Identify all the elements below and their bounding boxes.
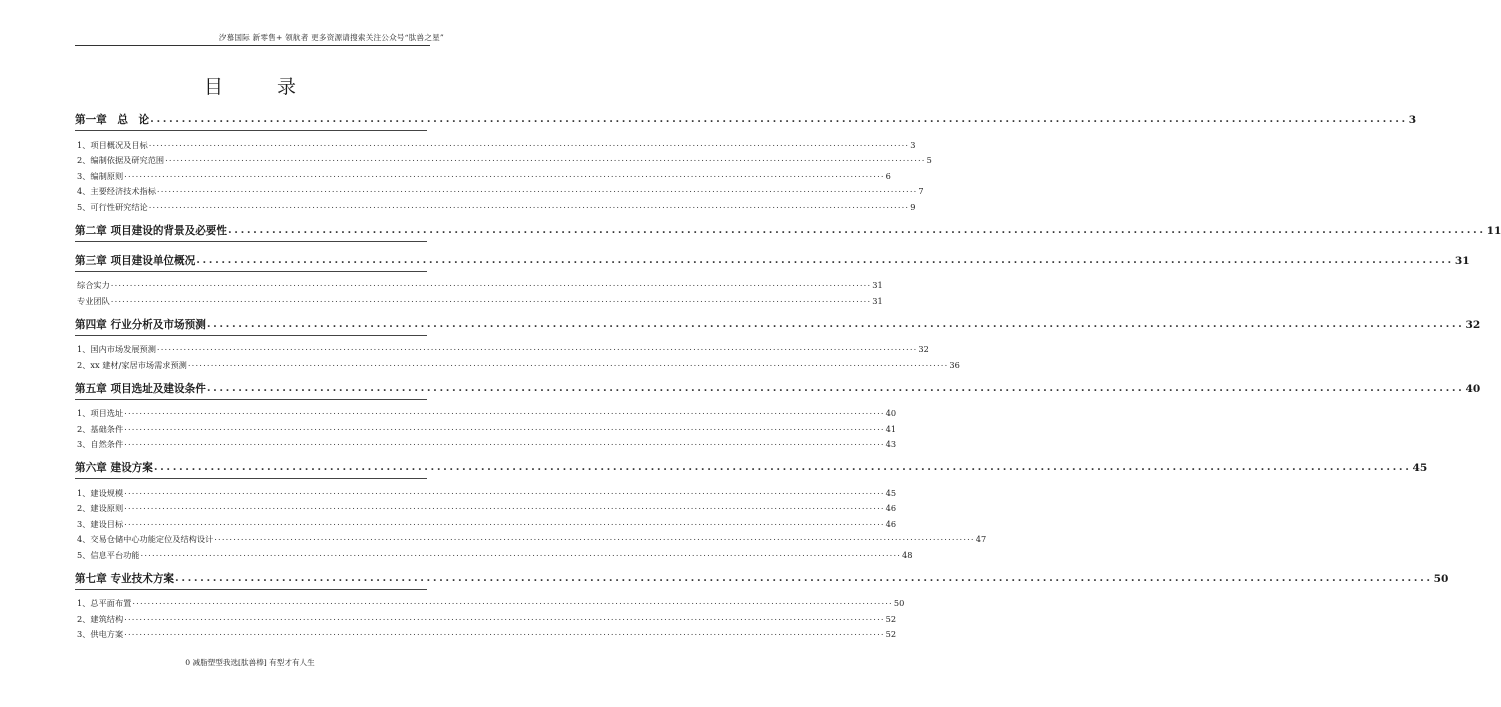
section-title: 1、总平面布置 xyxy=(77,598,132,608)
dot-leader: ........................................................................................................................................................................................................ xyxy=(148,137,910,148)
dot-leader: ........................................................................................................................................................................................................ xyxy=(175,571,1433,584)
section-title: 2、编制依据及研究范围 xyxy=(77,155,165,165)
dot-leader: ........................................................................................................................................................................................................ xyxy=(206,381,1465,394)
section-title: 综合实力 xyxy=(77,280,110,290)
section-page-number: 48 xyxy=(902,549,913,560)
dot-leader: ........................................................................................................................................................................................................ xyxy=(206,317,1465,330)
toc-section-entry[interactable] xyxy=(75,514,897,530)
toc-section-entry[interactable] xyxy=(75,182,924,198)
section-title: 4、交易仓储中心功能定位及结构设计 xyxy=(77,534,214,544)
section-title: 1、项目概况及目标 xyxy=(77,139,148,150)
chapter-title: 第二章 项目建设的背景及必要性 xyxy=(75,224,227,237)
dot-leader: ........................................................................................................................................................................................................ xyxy=(124,627,885,637)
chapter-page-number: 11 xyxy=(1486,224,1501,237)
dot-leader: ........................................................................................................................................................................................................ xyxy=(187,357,949,368)
section-title: 2、建设原则 xyxy=(77,503,124,513)
toc-chapter-entry[interactable] xyxy=(75,246,1470,268)
dot-leader: ........................................................................................................................................................................................................ xyxy=(228,223,1486,236)
toc-chapter-entry[interactable] xyxy=(75,374,1481,396)
toc-section-entry[interactable] xyxy=(75,291,883,307)
section-title: 5、可行性研究结论 xyxy=(77,201,148,212)
toc-chapter-entry[interactable] xyxy=(75,105,1417,127)
dot-leader: ........................................................................................................................................................................................................ xyxy=(153,461,1412,473)
chapter-page-number: 32 xyxy=(1465,318,1481,331)
chapter-divider xyxy=(75,130,427,131)
toc-section-entry[interactable] xyxy=(75,594,905,610)
section-page-number: 6 xyxy=(885,170,891,181)
chapter-page-number: 45 xyxy=(1412,462,1428,474)
section-title: 1、国内市场发展预测 xyxy=(77,344,156,354)
toc-title: 目 录 xyxy=(203,76,321,98)
section-title: 2、建筑结构 xyxy=(77,613,124,624)
chapter-title: 第七章 专业技术方案 xyxy=(75,572,175,585)
chapter-page-number: 40 xyxy=(1465,382,1481,395)
section-page-number: 32 xyxy=(918,344,929,354)
chapter-divider xyxy=(75,399,427,400)
chapter-divider xyxy=(75,589,427,590)
toc-chapter-entry[interactable] xyxy=(75,310,1481,332)
section-title: 1、建设规模 xyxy=(77,487,124,498)
dot-leader: ........................................................................................................................................................................................................ xyxy=(124,421,885,432)
toc-chapter-entry[interactable] xyxy=(75,216,1501,238)
section-page-number: 31 xyxy=(872,280,883,290)
dot-leader: ........................................................................................................................................................................................................ xyxy=(214,532,975,542)
section-title: 3、建设目标 xyxy=(77,518,124,529)
chapter-title: 第一章 总 论 xyxy=(75,114,150,126)
section-title: 3、编制原则 xyxy=(77,170,124,181)
page-header: 汐慕国际 新零售+ 领航者 更多资源请搜索关注公众号“肽兽之星” xyxy=(218,33,444,42)
section-page-number: 50 xyxy=(893,598,905,608)
dot-leader: ........................................................................................................................................................................................................ xyxy=(110,278,872,288)
toc-section-entry[interactable] xyxy=(75,625,897,641)
chapter-title: 第四章 行业分析及市场预测 xyxy=(75,318,206,331)
section-page-number: 9 xyxy=(910,201,916,212)
section-title: 4、主要经济技术指标 xyxy=(77,186,156,196)
section-page-number: 46 xyxy=(885,518,897,529)
dot-leader: ........................................................................................................................................................................................................ xyxy=(124,437,885,447)
dot-leader: ........................................................................................................................................................................................................ xyxy=(150,113,1408,125)
toc-section-entry[interactable] xyxy=(75,545,913,561)
dot-leader: ........................................................................................................................................................................................................ xyxy=(156,184,918,194)
dot-leader: ........................................................................................................................................................................................................ xyxy=(124,406,885,416)
dot-leader: ........................................................................................................................................................................................................ xyxy=(132,596,893,606)
section-page-number: 5 xyxy=(926,155,932,165)
chapter-divider xyxy=(75,335,427,336)
toc-section-entry[interactable] xyxy=(75,166,891,182)
section-page-number: 43 xyxy=(885,439,897,449)
dot-leader: ........................................................................................................................................................................................................ xyxy=(156,342,918,352)
section-page-number: 45 xyxy=(885,487,897,498)
dot-leader: ........................................................................................................................................................................................................ xyxy=(124,485,885,496)
dot-leader: ........................................................................................................................................................................................................ xyxy=(124,168,885,179)
table-of-contents xyxy=(75,102,1501,640)
toc-section-entry[interactable] xyxy=(75,276,883,292)
toc-chapter-entry[interactable] xyxy=(75,564,1449,586)
chapter-page-number: 50 xyxy=(1433,572,1449,585)
dot-leader: ........................................................................................................................................................................................................ xyxy=(124,516,885,527)
section-page-number: 36 xyxy=(949,359,960,370)
section-title: 5、信息平台功能 xyxy=(77,549,140,560)
toc-section-entry[interactable] xyxy=(75,197,916,213)
dot-leader: ........................................................................................................................................................................................................ xyxy=(165,153,926,163)
section-page-number: 3 xyxy=(910,139,916,150)
section-title: 3、自然条件 xyxy=(77,439,124,449)
chapter-divider xyxy=(75,271,427,272)
toc-section-entry[interactable] xyxy=(75,419,897,435)
section-title: 专业团队 xyxy=(77,295,110,306)
chapter-title: 第六章 建设方案 xyxy=(75,462,153,474)
section-page-number: 41 xyxy=(885,423,897,434)
dot-leader: ........................................................................................................................................................................................................ xyxy=(148,199,910,210)
section-page-number: 46 xyxy=(885,503,897,513)
dot-leader: ........................................................................................................................................................................................................ xyxy=(124,501,885,511)
toc-section-entry[interactable] xyxy=(75,151,932,167)
section-page-number: 52 xyxy=(885,613,897,624)
dot-leader: ........................................................................................................................................................................................................ xyxy=(196,253,1454,266)
section-page-number: 40 xyxy=(885,408,897,418)
toc-section-entry[interactable] xyxy=(75,340,929,356)
section-page-number: 31 xyxy=(872,295,883,306)
chapter-page-number: 3 xyxy=(1408,114,1417,126)
toc-section-entry[interactable] xyxy=(75,135,916,151)
chapter-divider xyxy=(75,241,427,242)
dot-leader: ........................................................................................................................................................................................................ xyxy=(140,547,902,558)
toc-section-entry[interactable] xyxy=(75,404,897,420)
toc-section-entry[interactable] xyxy=(75,609,897,625)
section-title: 2、xx 建材/家居市场需求预测 xyxy=(77,359,187,370)
section-title: 1、项目选址 xyxy=(77,408,124,418)
section-title: 2、基础条件 xyxy=(77,423,124,434)
dot-leader: ........................................................................................................................................................................................................ xyxy=(124,611,885,622)
header-divider xyxy=(75,45,430,46)
chapter-divider xyxy=(75,478,427,479)
chapter-title: 第五章 项目选址及建设条件 xyxy=(75,382,206,395)
toc-section-entry[interactable] xyxy=(75,435,897,451)
toc-section-entry[interactable] xyxy=(75,355,960,371)
section-page-number: 52 xyxy=(885,629,897,639)
dot-leader: ........................................................................................................................................................................................................ xyxy=(110,293,872,304)
toc-chapter-entry[interactable] xyxy=(75,453,1428,475)
toc-section-entry[interactable] xyxy=(75,483,897,499)
toc-section-entry[interactable] xyxy=(75,530,987,546)
section-page-number: 47 xyxy=(975,534,987,544)
page-footer: 0 减脂塑型我选[肽兽棒] 有型才有人生 xyxy=(185,658,315,667)
section-page-number: 7 xyxy=(918,186,924,196)
chapter-title: 第三章 项目建设单位概况 xyxy=(75,254,196,267)
toc-section-entry[interactable] xyxy=(75,499,897,515)
chapter-page-number: 31 xyxy=(1454,254,1470,267)
section-title: 3、供电方案 xyxy=(77,629,124,639)
